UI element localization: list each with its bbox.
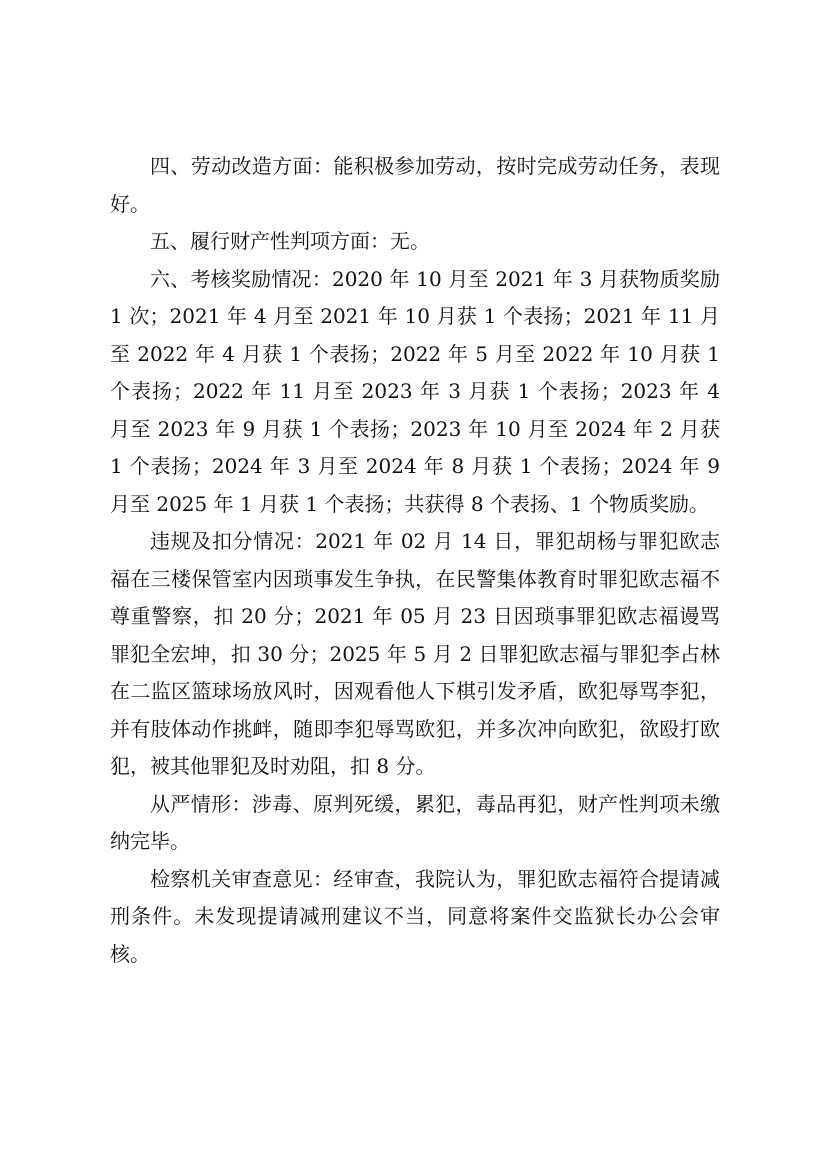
paragraph-property-judgment: 五、履行财产性判项方面：无。 — [150, 229, 430, 253]
paragraph-rewards: 六、考核奖励情况：2020 年 10 月至 2021 年 3 月获物质奖励 1 次；2021 年 4 月至 2021 年 10 月获 1 个表扬；2021 年 11 月至 2022 年 4 月获 1 个表扬；2022 年 5 月至 2022 年 10 月获 1 个表扬；2022 年 11 月至 2023 年 3 月获 1 个表扬；2023 年 4 月至 2023 年 9 月获 1 个表扬；2023 年 10 月至 2024 年 2 月获 1 个表扬；2024 年 3 月至 2024 年 8 月获 1 个表扬；2024 年 9 月至 2025 年 1 月获 1 个表扬；共获得 8 个表扬、1 个物质奖励。 — [110, 266, 720, 516]
paragraph-labor-reform: 四、劳动改造方面：能积极参加劳动，按时完成劳动任务，表现好。 — [110, 154, 720, 216]
paragraph-strict-circumstances: 从严情形：涉毒、原判死缓，累犯，毒品再犯，财产性判项未缴纳完毕。 — [110, 791, 720, 853]
paragraph-procuratorate-opinion: 检察机关审查意见：经审查，我院认为，罪犯欧志福符合提请减刑条件。未发现提请减刑建议不当，同意将案件交监狱长办公会审核。 — [110, 866, 720, 966]
document-body — [110, 148, 720, 973]
paragraph-violations: 违规及扣分情况：2021 年 02 月 14 日，罪犯胡杨与罪犯欧志福在三楼保管室内因琐事发生争执，在民警集体教育时罪犯欧志福不尊重警察，扣 20 分；2021 年 05 月 23 日因琐事罪犯欧志福谩骂罪犯全宏坤，扣 30 分；2025 年 5 月 2 日罪犯欧志福与罪犯李占林在二监区篮球场放风时，因观看他人下棋引发矛盾，欧犯辱骂李犯，并有肢体动作挑衅，随即李犯辱骂欧犯，并多次冲向欧犯，欲殴打欧犯，被其他罪犯及时劝阻，扣 8 分。 — [110, 529, 720, 778]
